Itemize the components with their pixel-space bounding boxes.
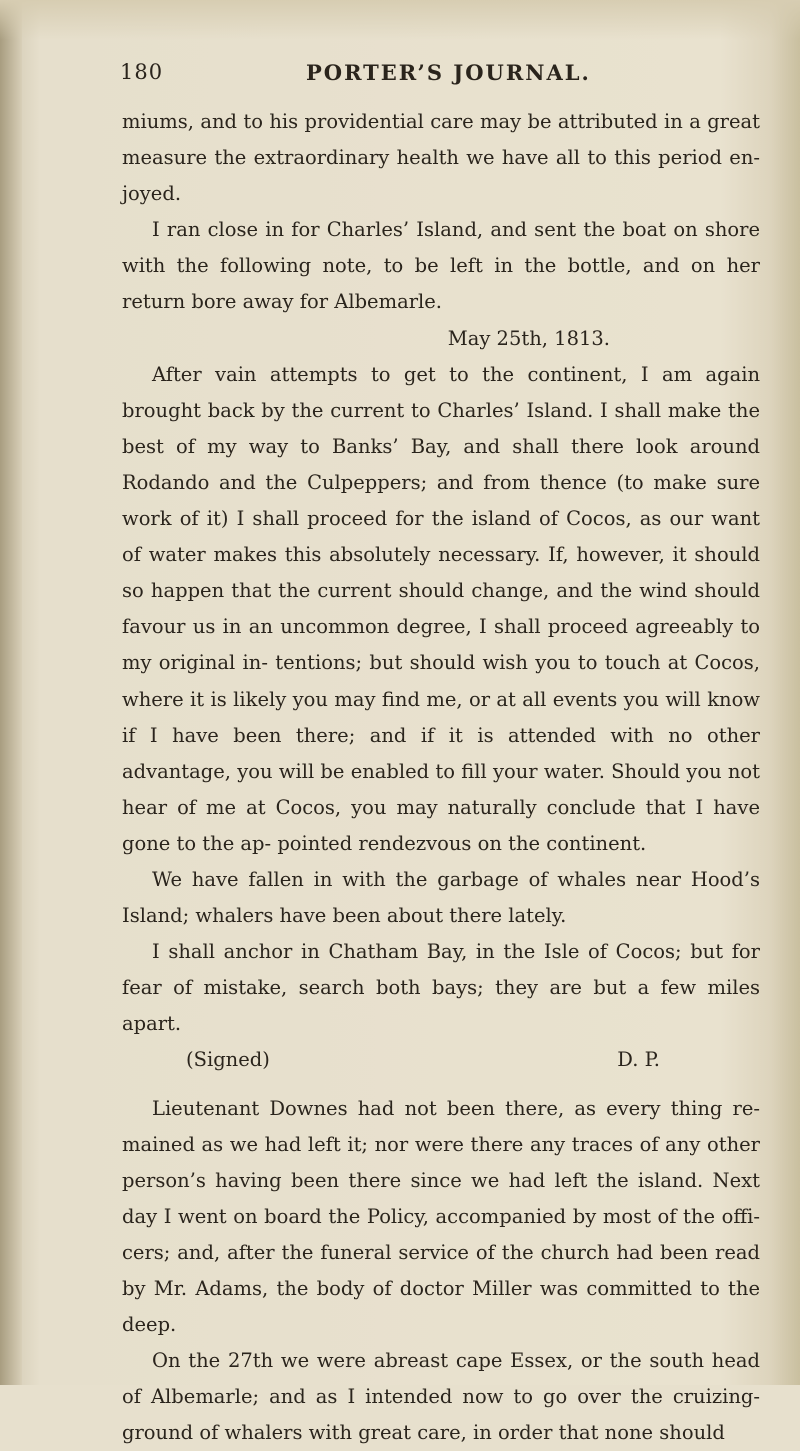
paragraph-1: miums, and to his providential care may be attributed in a great measure the extraordinary health we have all to this period en- joyed.	[122, 110, 760, 206]
signed-label: (Signed)	[186, 1048, 270, 1072]
paragraph-3: After vain attempts to get to the continent, I am again brought back by the current to Charles’ Island. I shall make the best of my way to Banks’ Bay, and shall there look around Rodando and the Culpeppers; and from thence (to make sure work of it) I shall proceed for the island of Cocos, as our want of water makes this absolutely necessary. If, however, it should so happen that the current should change, and the wind should favour us in an uncommon degree, I shall proceed agreeably to my original in- tentions; but should wish you to touch at Cocos, where it is likely you may find me, or at all events you will know if I have been there; and if it is attended with no other advantage, you will be enabled to fill your water. Should you not hear of me at Cocos, you may naturally conclude that I have gone to the ap- pointed rendezvous on the continent.	[122, 362, 760, 855]
page-header	[120, 60, 780, 92]
page-top-shadow	[0, 0, 800, 40]
letter-signature	[122, 1042, 760, 1078]
paragraph-2: I ran close in for Charles’ Island, and sent the boat on shore with the following note, to be left in the bottle, and on her return bore away for Albemarle.	[122, 218, 760, 314]
paragraph-5: I shall anchor in Chatham Bay, in the Isle of Cocos; but for fear of mistake, search both bays; they are but a few miles apart.	[122, 940, 760, 1036]
page-edge-shadow	[0, 0, 22, 1385]
paragraph-7: On the 27th we were abreast cape Essex, or the south head of Albemarle; and as I intended now to go over the cruizing- ground of whalers with great care, in order that none should	[122, 1349, 760, 1445]
body-text	[122, 104, 760, 1451]
running-title: PORTER’S JOURNAL.	[306, 60, 591, 85]
paragraph-4: We have fallen in with the garbage of whales near Hood’s Island; whalers have been about there lately.	[122, 867, 760, 928]
paragraph-6: Lieutenant Downes had not been there, as every thing re- mained as we had left it; nor were there any traces of any other person’s having been there since we had left the island. Next day I went on board the Policy, accompanied by most of the offi- cers; and, after the funeral service of the church had been read by Mr. Adams, the body of doctor Miller was committed to the deep.	[122, 1096, 760, 1337]
letter-dateline: May 25th, 1813.	[447, 326, 610, 350]
page-number: 180	[120, 60, 164, 84]
signed-initials: D. P.	[617, 1048, 660, 1072]
